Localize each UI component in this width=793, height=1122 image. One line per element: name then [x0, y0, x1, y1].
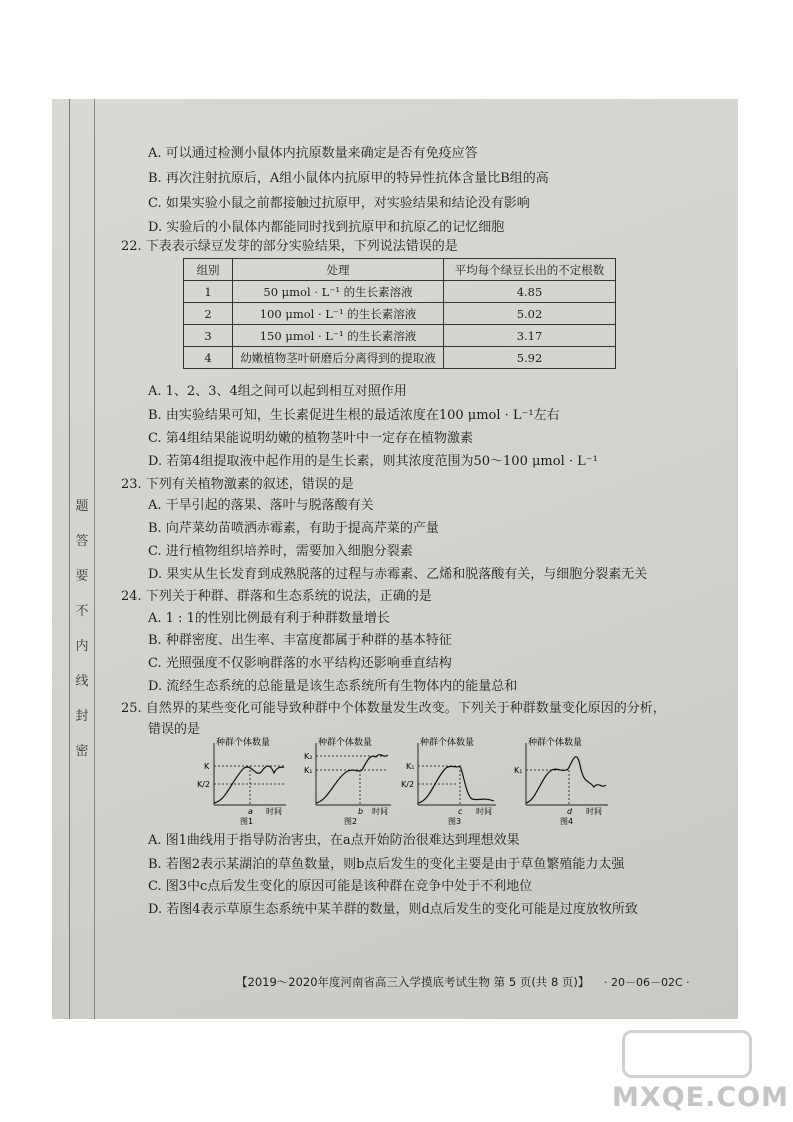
q21-option-c: C. 如果实验小鼠之前都接触过抗原甲，对实验结果和结论没有影响	[148, 196, 530, 211]
binding-char: 题	[75, 499, 89, 514]
point-marker: a	[248, 807, 253, 816]
q24-option-a: A. 1 : 1的性别比例最有利于种群数量增长	[148, 611, 390, 626]
q22-option-c: C. 第4组结果能说明幼嫩的植物茎叶中一定存在植物激素	[148, 431, 474, 446]
table-row	[184, 281, 616, 303]
q25-stem-continued: 错误的是	[148, 722, 201, 737]
page-footer: 【2019～2020年度河南省高三入学摸底考试生物 第 5 页(共 8 页)】	[236, 975, 590, 989]
table-row	[184, 325, 616, 347]
point-marker: c	[458, 807, 463, 816]
table-cell: 50 μmol · L⁻¹ 的生长素溶液	[233, 281, 444, 303]
table-header: 组别	[184, 259, 233, 281]
q23-stem: 23. 下列有关植物激素的叙述，错误的是	[121, 477, 354, 492]
figure-3	[401, 736, 496, 825]
binding-char: 密	[75, 744, 89, 759]
population-curve	[526, 757, 606, 803]
q22-option-a: A. 1、2、3、4组之间可以起到相互对照作用	[148, 384, 407, 399]
binding-line	[94, 99, 95, 1019]
figure-4	[514, 736, 608, 825]
q24-option-b: B. 种群密度、出生率、丰富度都属于种群的基本特征	[148, 633, 452, 648]
q25-option-d: D. 若图4表示草原生态系统中某羊群的数量，则d点后发生的变化可能是过度放牧所致	[148, 902, 638, 917]
y-axis-label: 种群个体数量	[216, 738, 271, 748]
q22-table	[183, 258, 616, 369]
exam-code: · 20－06－02C ·	[604, 976, 690, 989]
level-label: K/2	[401, 780, 415, 789]
q23-option-d: D. 果实从生长发育到成熟脱落的过程与赤霉素、乙烯和脱落酸有关，与细胞分裂素无关	[148, 567, 648, 582]
point-marker: b	[358, 807, 364, 816]
q21-option-d: D. 实验后的小鼠体内都能同时找到抗原甲和抗原乙的记忆细胞	[148, 220, 505, 235]
q22-stem: 22. 下表表示绿豆发芽的部分实验结果，下列说法错误的是	[121, 239, 458, 254]
table-cell: 4	[184, 347, 233, 369]
table-cell: 5.02	[444, 303, 616, 325]
q21-option-a: A. 可以通过检测小鼠体内抗原数量来确定是否有免疫应答	[148, 146, 478, 161]
figure-caption: 图3	[448, 817, 462, 825]
y-axis-label: 种群个体数量	[420, 738, 475, 748]
binding-line	[69, 99, 70, 1019]
q24-stem: 24. 下列关于种群、群落和生态系统的说法，正确的是	[121, 589, 432, 604]
table-cell: 1	[184, 281, 233, 303]
site-watermark	[610, 1030, 789, 1118]
binding-char: 线	[75, 674, 89, 689]
figure-caption: 图2	[344, 817, 358, 825]
q22-option-d: D. 若第4组提取液中起作用的是生长素，则其浓度范围为50～100 μmol · L⁻¹	[148, 454, 598, 469]
q23-option-a: A. 干旱引起的落果、落叶与脱落酸有关	[148, 498, 374, 513]
binding-char: 答	[75, 534, 89, 549]
binding-warning	[72, 497, 92, 762]
table-header: 平均每个绿豆长出的不定根数	[444, 259, 616, 281]
y-axis-label: 种群个体数量	[318, 738, 373, 748]
table-cell: 100 μmol · L⁻¹ 的生长素溶液	[233, 303, 444, 325]
q25-option-a: A. 图1曲线用于指导防治害虫，在a点开始防治很难达到理想效果	[148, 833, 520, 848]
figure-2	[304, 736, 391, 825]
table-cell: 2	[184, 303, 233, 325]
population-curve	[214, 766, 284, 803]
figure-1	[197, 736, 286, 825]
watermark-logo	[622, 1030, 752, 1078]
table-header: 处理	[233, 259, 444, 281]
table-header-row	[184, 259, 616, 281]
population-curve-figures	[196, 735, 616, 825]
q23-option-b: B. 向芹菜幼苗喷洒赤霉素，有助于提高芹菜的产量	[148, 521, 439, 536]
point-marker: d	[567, 807, 573, 816]
table-cell: 幼嫩植物茎叶研磨后分离得到的提取液	[233, 347, 444, 369]
binding-margin	[52, 99, 96, 1019]
table-cell: 3	[184, 325, 233, 347]
figure-caption: 图4	[560, 817, 574, 825]
population-curve	[316, 755, 388, 803]
y-axis-label: 种群个体数量	[528, 738, 583, 748]
binding-char: 封	[75, 709, 89, 724]
q21-option-b: B. 再次注射抗原后，A组小鼠体内抗原甲的特异性抗体含量比B组的高	[148, 171, 549, 186]
q22-option-b: B. 由实验结果可知，生长素促进生根的最适浓度在100 μmol · L⁻¹左右	[148, 408, 560, 423]
table-row	[184, 347, 616, 369]
table-cell: 150 μmol · L⁻¹ 的生长素溶液	[233, 325, 444, 347]
q23-option-c: C. 进行植物组织培养时，需要加入细胞分裂素	[148, 544, 413, 559]
figure-caption: 图1	[240, 817, 254, 825]
level-label: K₁	[514, 766, 523, 775]
level-label: K₂	[304, 752, 313, 761]
binding-char: 要	[75, 569, 89, 584]
x-axis-label: 时间	[586, 807, 602, 816]
q25-option-b: B. 若图2表示某湖泊的草鱼数量，则b点后发生的变化主要是由于草鱼繁殖能力太强	[148, 857, 625, 872]
level-label: K/2	[197, 780, 211, 789]
binding-char: 内	[75, 639, 89, 654]
x-axis-label: 时间	[476, 807, 492, 816]
level-label: K₁	[406, 762, 415, 771]
table-row	[184, 303, 616, 325]
table-cell: 5.92	[444, 347, 616, 369]
table-cell: 3.17	[444, 325, 616, 347]
watermark-site-text: MXQE.COM	[612, 1082, 789, 1113]
q24-option-d: D. 流经生态系统的总能量是该生态系统所有生物体内的能量总和	[148, 679, 518, 694]
table-cell: 4.85	[444, 281, 616, 303]
level-label: K	[204, 762, 210, 771]
level-label: K₁	[304, 766, 313, 775]
x-axis-label: 时间	[266, 807, 282, 816]
q25-option-c: C. 图3中c点后发生变化的原因可能是该种群在竞争中处于不利地位	[148, 879, 533, 894]
q24-option-c: C. 光照强度不仅影响群落的水平结构还影响垂直结构	[148, 656, 452, 671]
x-axis-label: 时间	[372, 807, 388, 816]
q25-stem: 25. 自然界的某些变化可能导致种群中个体数量发生改变。下列关于种群数量变化原因的分析，	[121, 701, 666, 716]
binding-char: 不	[75, 604, 89, 619]
